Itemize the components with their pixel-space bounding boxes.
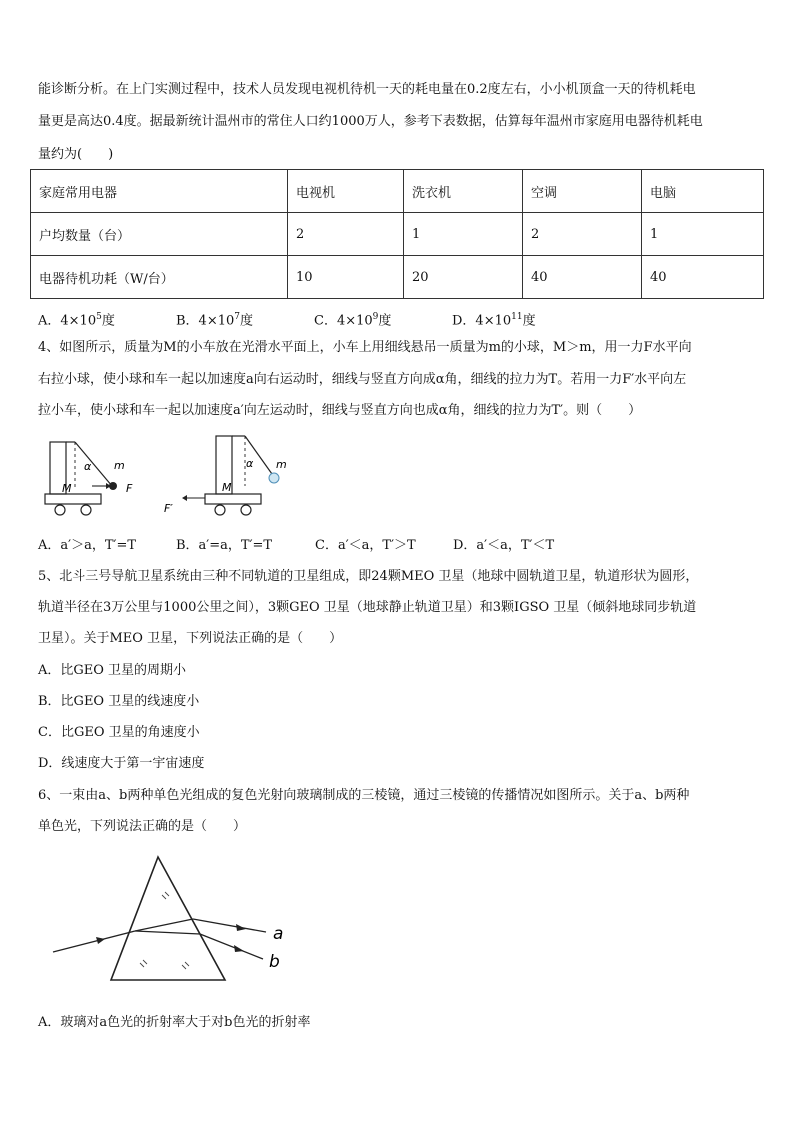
q5-text-line-3: 卫星）。关于MEO 卫星，下列说法正确的是（ ） [38, 631, 343, 646]
q4-option-d[interactable]: D．a′＜a，T′＜T [453, 538, 555, 553]
q4-text-line-1: 4、如图所示，质量为M的小车放在光滑水平面上，小车上用细线悬吊一质量为m的小球，M＞m，用一力F水平向 [38, 340, 692, 355]
q5-option-a[interactable]: A．比GEO 卫星的周期小 [38, 663, 187, 678]
q4-option-b[interactable]: B．a′=a，T′=T [176, 538, 273, 553]
table-row [31, 256, 764, 299]
table-cell: 40 [642, 256, 764, 299]
q3-text-line-3: 量约为( ) [38, 147, 114, 162]
table-cell: 10 [288, 256, 404, 299]
q3-option-c[interactable]: C．$4\times 10^9$度 [314, 312, 392, 329]
table-cell: 电器待机功耗（W/台） [31, 256, 288, 299]
q4-option-a[interactable]: A．a′＞a，T′=T [38, 538, 137, 553]
table-cell: 1 [404, 213, 523, 256]
label-m-2: m [276, 458, 287, 471]
table-cell: 20 [404, 256, 523, 299]
q5-option-d[interactable]: D．线速度大于第一宇宙速度 [38, 756, 205, 771]
q3-option-b[interactable]: B．$4\times 10^7$度 [176, 312, 254, 329]
q5-text-line-1: 5、北斗三号导航卫星系统由三种不同轨道的卫星组成，即24颗MEO 卫星（地球中圆轨道卫星，轨道形状为圆形， [38, 569, 699, 584]
prism [111, 857, 225, 980]
label-alpha: α [84, 460, 92, 473]
label-alpha-2: α [246, 457, 254, 470]
label-F-prime: F′ [164, 502, 173, 515]
q6-prism-figure [48, 852, 298, 987]
cart-left [45, 442, 133, 515]
appliance-table [30, 169, 764, 299]
q5-option-b[interactable]: B．比GEO 卫星的线速度小 [38, 694, 200, 709]
q3-text-line-1: 能诊断分析。在上门实测过程中，技术人员发现电视机待机一天的耗电量在0.2度左右，小小机顶盒一天的待机耗电 [38, 82, 696, 97]
table-cell: 电视机 [288, 170, 404, 213]
ray-label-a: a [273, 924, 284, 944]
table-row [31, 213, 764, 256]
cart-right [164, 436, 287, 515]
q4-option-c[interactable]: C．a′＜a，T′＞T [315, 538, 416, 553]
label-M: M [62, 482, 72, 495]
q3-option-a[interactable]: A．$4\times 10^5$度 [38, 312, 115, 329]
table-cell: 1 [642, 213, 764, 256]
table-cell: 2 [523, 213, 642, 256]
table-cell: 户均数量（台） [31, 213, 288, 256]
label-M-2: M [222, 481, 232, 494]
q4-cart-figure [40, 430, 300, 530]
table-cell: 空调 [523, 170, 642, 213]
q5-option-c[interactable]: C．比GEO 卫星的角速度小 [38, 725, 200, 740]
label-F: F [126, 482, 133, 495]
ray-label-b: b [269, 952, 280, 972]
table-row [31, 170, 764, 213]
table-cell: 洗衣机 [404, 170, 523, 213]
label-m: m [114, 459, 125, 472]
q5-text-line-2: 轨道半径在3万公里与1000公里之间），3颗GEO 卫星（地球静止轨道卫星）和3颗IGSO 卫星（倾斜地球同步轨道 [38, 600, 697, 615]
q4-text-line-2: 右拉小球，使小球和车一起以加速度a向右运动时，细线与竖直方向成α角，细线的拉力为T。若用一力F′水平向左 [38, 372, 687, 387]
q6-text-line-2: 单色光，下列说法正确的是（ ） [38, 819, 247, 834]
q6-option-a[interactable]: A．玻璃对a色光的折射率大于对b色光的折射率 [38, 1015, 311, 1030]
table-cell: 电脑 [642, 170, 764, 213]
table-cell: 家庭常用电器 [31, 170, 288, 213]
q3-text-line-2: 量更是高达0.4度。据最新统计温州市的常住人口约1000万人，参考下表数据，估算每年温州市家庭用电器待机耗电 [38, 114, 703, 129]
q3-option-d[interactable]: D．$4\times 10^{11}$度 [452, 312, 536, 329]
table-cell: 2 [288, 213, 404, 256]
table-cell: 40 [523, 256, 642, 299]
q4-text-line-3: 拉小车，使小球和车一起以加速度a′向左运动时，细线与竖直方向也成α角，细线的拉力为T′。则（ ） [38, 403, 642, 418]
q6-text-line-1: 6、一束由a、b两种单色光组成的复色光射向玻璃制成的三棱镜，通过三棱镜的传播情况如图所示。关于a、b两种 [38, 788, 690, 803]
